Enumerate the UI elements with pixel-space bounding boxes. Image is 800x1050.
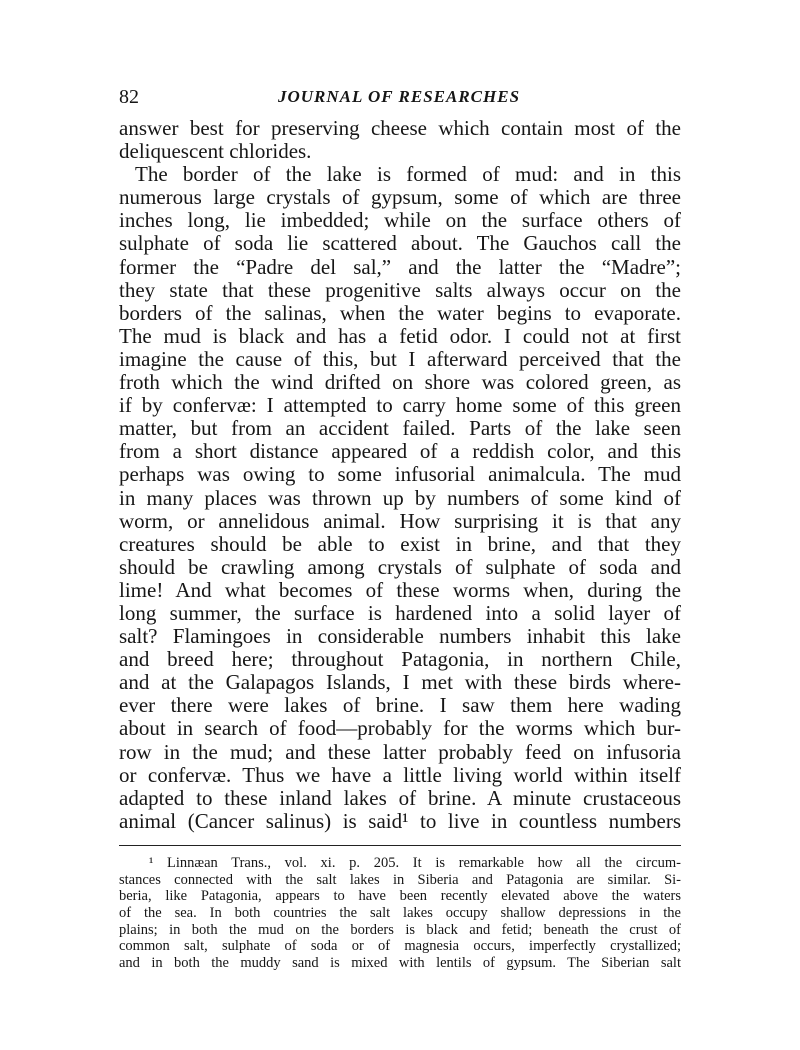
footnote-line: common salt, sulphate of soda or of magnesia occurs, imperfectly crystallized; bbox=[119, 938, 681, 955]
footnotes bbox=[119, 855, 681, 972]
body-line: adapted to these inland lakes of brine. A minute crustaceous bbox=[119, 785, 681, 810]
footnote-line: of the sea. In both countries the salt lakes occupy shallow depressions in the bbox=[119, 905, 681, 922]
body-line: perhaps was owing to some infusorial animalcula. The mud bbox=[119, 462, 681, 487]
body-line: The border of the lake is formed of mud: and in this bbox=[135, 162, 681, 187]
body-line: worm, or annelidous animal. How surprising it is that any bbox=[119, 508, 681, 533]
footnote-line: plains; in both the mud on the borders is black and fetid; beneath the crust of bbox=[119, 921, 681, 938]
body-line: long summer, the surface is hardened into a solid layer of bbox=[119, 600, 681, 625]
body-line: row in the mud; and these latter probably feed on infusoria bbox=[119, 739, 681, 764]
body-line: former the “Padre del sal,” and the latter the “Madre”; bbox=[119, 254, 681, 279]
footnote-divider bbox=[119, 845, 681, 846]
running-head bbox=[119, 82, 681, 112]
body-line: salt? Flamingoes in considerable numbers inhabit this lake bbox=[119, 624, 681, 649]
body-line: they state that these progenitive salts always occur on the bbox=[119, 277, 681, 302]
body-line: imagine the cause of this, but I afterward perceived that the bbox=[119, 346, 681, 371]
body-line: lime! And what becomes of these worms when, during the bbox=[119, 577, 681, 602]
body-line: inches long, lie imbedded; while on the surface others of bbox=[119, 208, 681, 233]
body-line: and breed here; throughout Patagonia, in northern Chile, bbox=[119, 647, 681, 672]
body-line: if by confervæ: I attempted to carry home some of this green bbox=[119, 393, 681, 418]
body-line: or confervæ. Thus we have a little living world within itself bbox=[119, 762, 681, 787]
body-line: deliquescent chlorides. bbox=[119, 139, 312, 164]
body-line: from a short distance appeared of a reddish color, and this bbox=[119, 439, 681, 464]
footnote-line: and in both the muddy sand is mixed with lentils of gypsum. The Siberian salt bbox=[119, 955, 681, 972]
body-line: and at the Galapagos Islands, I met with these birds where- bbox=[119, 670, 681, 695]
footnote-line: ¹ Linnæan Trans., vol. xi. p. 205. It is remarkable how all the circum- bbox=[149, 855, 681, 871]
body-text bbox=[119, 117, 681, 833]
body-line: borders of the salinas, when the water begins to evaporate. bbox=[119, 300, 681, 325]
body-line: creatures should be able to exist in brine, and that they bbox=[119, 531, 681, 556]
body-line: sulphate of soda lie scattered about. The Gauchos call the bbox=[119, 231, 681, 256]
body-line: ever there were lakes of brine. I saw them here wading bbox=[119, 693, 681, 718]
footnote-line: beria, like Patagonia, appears to have been recently elevated above the waters bbox=[119, 888, 681, 905]
body-line: matter, but from an accident failed. Parts of the lake seen bbox=[119, 416, 681, 441]
footnote-line: stances connected with the salt lakes in Siberia and Patagonia are similar. Si- bbox=[119, 871, 681, 888]
page-number: 82 bbox=[119, 86, 139, 108]
body-line: answer best for preserving cheese which contain most of the bbox=[119, 116, 681, 140]
running-title: JOURNAL OF RESEARCHES bbox=[277, 87, 521, 106]
body-line: about in search of food—probably for the worms which bur- bbox=[119, 716, 681, 741]
body-line: should be crawling among crystals of sulphate of soda and bbox=[119, 554, 681, 579]
body-line: in many places was thrown up by numbers of some kind of bbox=[119, 485, 681, 510]
body-line: numerous large crystals of gypsum, some of which are three bbox=[119, 185, 681, 210]
body-line: The mud is black and has a fetid odor. I could not at first bbox=[119, 323, 681, 348]
body-line: animal (Cancer salinus) is said¹ to live in countless numbers bbox=[119, 808, 681, 833]
body-line: froth which the wind drifted on shore was colored green, as bbox=[119, 370, 681, 395]
